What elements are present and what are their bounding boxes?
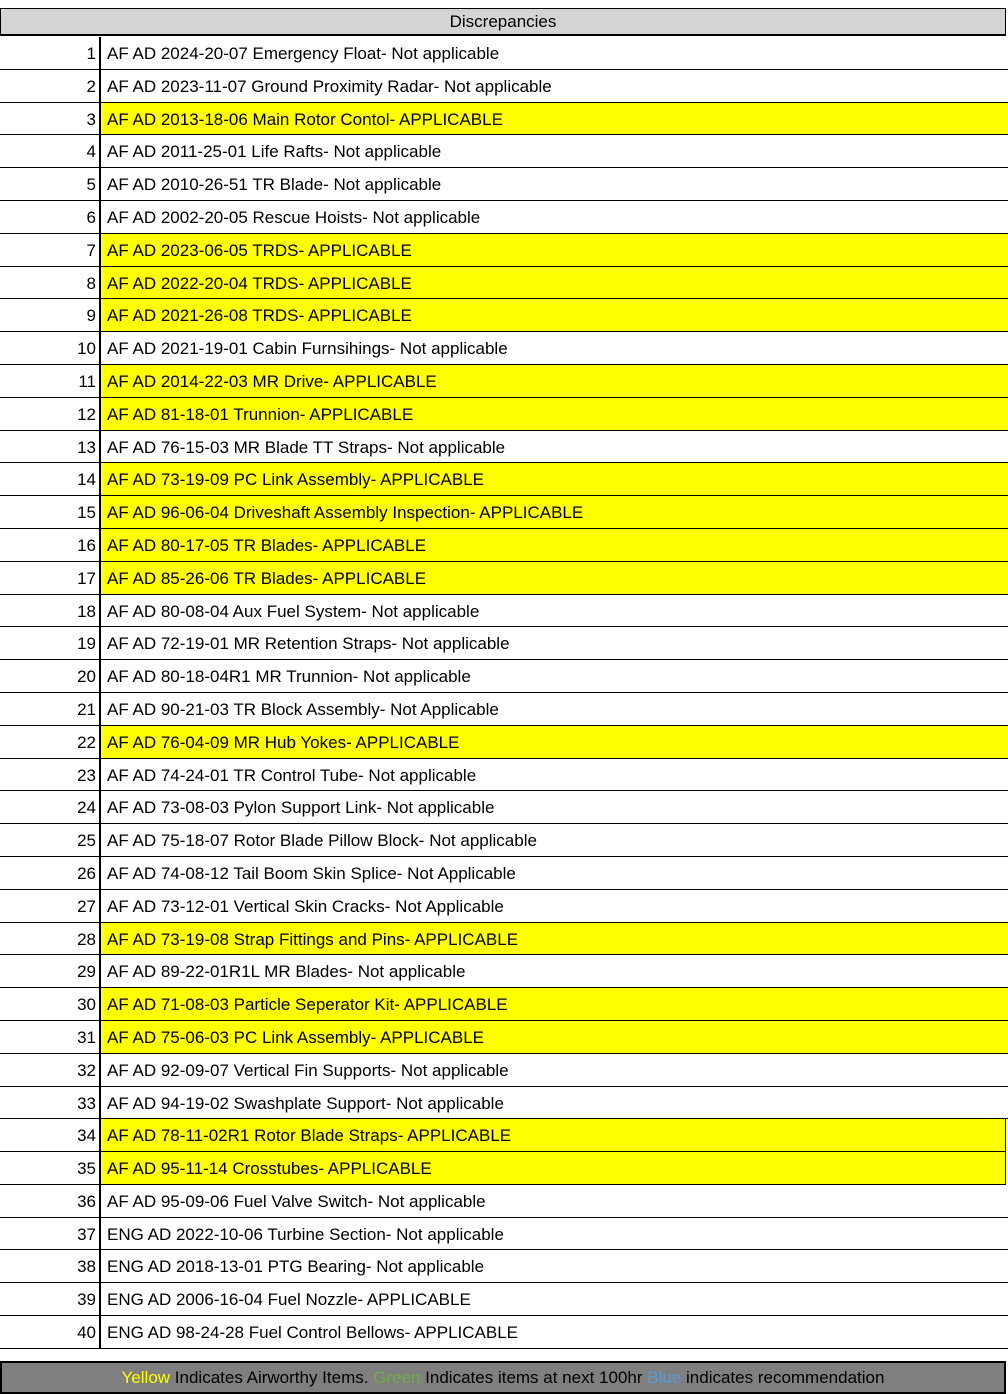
row-description: ENG AD 2006-16-04 Fuel Nozzle- APPLICABLE [101, 1283, 1008, 1316]
table-row [0, 463, 1008, 496]
table-row [0, 1250, 1008, 1283]
row-description: AF AD 2021-19-01 Cabin Furnsihings- Not applicable [101, 332, 1008, 365]
table-row [0, 1316, 1008, 1349]
row-description: AF AD 89-22-01R1L MR Blades- Not applicable [101, 955, 1008, 988]
row-description: AF AD 2021-26-08 TRDS- APPLICABLE [101, 299, 1008, 332]
table-row [0, 37, 1008, 70]
row-description: ENG AD 2018-13-01 PTG Bearing- Not applicable [101, 1250, 1008, 1283]
legend-yellow-word: Yellow [121, 1368, 171, 1387]
row-number: 32 [0, 1054, 101, 1087]
row-description: AF AD 96-06-04 Driveshaft Assembly Inspection- APPLICABLE [101, 496, 1008, 529]
row-number: 29 [0, 955, 101, 988]
row-description: AF AD 92-09-07 Vertical Fin Supports- Not applicable [101, 1054, 1008, 1087]
row-description: AF AD 74-24-01 TR Control Tube- Not applicable [101, 759, 1008, 792]
legend-blue-text: indicates recommendation [681, 1368, 885, 1387]
header-title: Discrepancies [0, 8, 1006, 36]
table-row [0, 398, 1008, 431]
table-row [0, 693, 1008, 726]
table-row [0, 103, 1008, 136]
row-number: 34 [0, 1119, 101, 1152]
table-row [0, 1283, 1008, 1316]
row-number: 24 [0, 791, 101, 824]
table-row [0, 1218, 1008, 1251]
table-row [0, 168, 1008, 201]
row-description: AF AD 75-18-07 Rotor Blade Pillow Block- Not applicable [101, 824, 1008, 857]
legend-yellow-text: Indicates Airworthy Items. [170, 1368, 374, 1387]
discrepancy-list [0, 37, 1008, 1349]
row-description: AF AD 80-18-04R1 MR Trunnion- Not applicable [101, 660, 1008, 693]
table-row [0, 1152, 1008, 1185]
row-number: 25 [0, 824, 101, 857]
row-number: 23 [0, 759, 101, 792]
row-description: AF AD 2023-06-05 TRDS- APPLICABLE [101, 234, 1008, 267]
row-description: AF AD 73-19-09 PC Link Assembly- APPLICABLE [101, 463, 1008, 496]
row-description: AF AD 85-26-06 TR Blades- APPLICABLE [101, 562, 1008, 595]
row-number: 35 [0, 1152, 101, 1185]
row-description: AF AD 80-17-05 TR Blades- APPLICABLE [101, 529, 1008, 562]
table-row [0, 1185, 1008, 1218]
table-row [0, 562, 1008, 595]
row-description: AF AD 2010-26-51 TR Blade- Not applicable [101, 168, 1008, 201]
row-description: AF AD 81-18-01 Trunnion- APPLICABLE [101, 398, 1008, 431]
row-number: 10 [0, 332, 101, 365]
table-row [0, 726, 1008, 759]
row-number: 16 [0, 529, 101, 562]
table-row [0, 824, 1008, 857]
row-number: 6 [0, 201, 101, 234]
table-row [0, 431, 1008, 464]
row-number: 36 [0, 1185, 101, 1218]
row-number: 33 [0, 1087, 101, 1120]
row-number: 28 [0, 923, 101, 956]
row-number: 20 [0, 660, 101, 693]
row-description: AF AD 71-08-03 Particle Seperator Kit- APPLICABLE [101, 988, 1008, 1021]
row-number: 38 [0, 1250, 101, 1283]
row-description: AF AD 73-19-08 Strap Fittings and Pins- APPLICABLE [101, 923, 1008, 956]
row-number: 14 [0, 463, 101, 496]
table-row [0, 627, 1008, 660]
row-number: 2 [0, 70, 101, 103]
table-row [0, 1119, 1008, 1152]
legend-green-word: Green [373, 1368, 421, 1387]
row-description: AF AD 76-04-09 MR Hub Yokes- APPLICABLE [101, 726, 1008, 759]
row-description: ENG AD 2022-10-06 Turbine Section- Not applicable [101, 1218, 1008, 1251]
table-row [0, 660, 1008, 693]
table-row [0, 791, 1008, 824]
row-description: AF AD 95-09-06 Fuel Valve Switch- Not applicable [101, 1185, 1008, 1218]
row-number: 17 [0, 562, 101, 595]
row-number: 37 [0, 1218, 101, 1251]
table-row [0, 988, 1008, 1021]
row-number: 11 [0, 365, 101, 398]
row-description: AF AD 95-11-14 Crosstubes- APPLICABLE [101, 1152, 1006, 1185]
row-number: 9 [0, 299, 101, 332]
row-description: AF AD 2024-20-07 Emergency Float- Not applicable [101, 37, 1008, 70]
row-number: 15 [0, 496, 101, 529]
row-description: AF AD 2011-25-01 Life Rafts- Not applicable [101, 135, 1008, 168]
row-description: AF AD 90-21-03 TR Block Assembly- Not Applicable [101, 693, 1008, 726]
row-number: 26 [0, 857, 101, 890]
row-description: AF AD 74-08-12 Tail Boom Skin Splice- Not Applicable [101, 857, 1008, 890]
row-number: 3 [0, 103, 101, 136]
table-row [0, 923, 1008, 956]
row-number: 1 [0, 37, 101, 70]
row-description: AF AD 78-11-02R1 Rotor Blade Straps- APPLICABLE [101, 1119, 1006, 1152]
legend-footer [0, 1361, 1006, 1394]
table-row [0, 1021, 1008, 1054]
row-number: 7 [0, 234, 101, 267]
row-number: 21 [0, 693, 101, 726]
row-description: AF AD 73-08-03 Pylon Support Link- Not applicable [101, 791, 1008, 824]
legend-green-text: Indicates items at next 100hr [420, 1368, 648, 1387]
row-number: 18 [0, 595, 101, 628]
table-row [0, 496, 1008, 529]
row-description: AF AD 2023-11-07 Ground Proximity Radar- Not applicable [101, 70, 1008, 103]
row-number: 5 [0, 168, 101, 201]
legend-blue-word: Blue [647, 1368, 682, 1387]
row-description: ENG AD 98-24-28 Fuel Control Bellows- APPLICABLE [101, 1316, 1008, 1349]
table-row [0, 234, 1008, 267]
row-description: AF AD 75-06-03 PC Link Assembly- APPLICABLE [101, 1021, 1008, 1054]
row-number: 31 [0, 1021, 101, 1054]
table-row [0, 135, 1008, 168]
table-row [0, 890, 1008, 923]
table-row [0, 857, 1008, 890]
table-row [0, 332, 1008, 365]
row-number: 40 [0, 1316, 101, 1349]
row-number: 12 [0, 398, 101, 431]
table-row [0, 1087, 1008, 1120]
row-description: AF AD 94-19-02 Swashplate Support- Not applicable [101, 1087, 1008, 1120]
row-description: AF AD 2022-20-04 TRDS- APPLICABLE [101, 267, 1008, 300]
row-description: AF AD 2002-20-05 Rescue Hoists- Not applicable [101, 201, 1008, 234]
table-row [0, 595, 1008, 628]
row-number: 30 [0, 988, 101, 1021]
table-row [0, 267, 1008, 300]
row-number: 39 [0, 1283, 101, 1316]
row-description: AF AD 72-19-01 MR Retention Straps- Not applicable [101, 627, 1008, 660]
table-row [0, 1054, 1008, 1087]
row-number: 27 [0, 890, 101, 923]
row-description: AF AD 2013-18-06 Main Rotor Contol- APPLICABLE [101, 103, 1008, 136]
table-row [0, 955, 1008, 988]
row-description: AF AD 80-08-04 Aux Fuel System- Not applicable [101, 595, 1008, 628]
row-number: 19 [0, 627, 101, 660]
table-row [0, 529, 1008, 562]
row-description: AF AD 76-15-03 MR Blade TT Straps- Not applicable [101, 431, 1008, 464]
table-row [0, 299, 1008, 332]
table-row [0, 70, 1008, 103]
row-number: 8 [0, 267, 101, 300]
row-number: 22 [0, 726, 101, 759]
row-description: AF AD 2014-22-03 MR Drive- APPLICABLE [101, 365, 1008, 398]
row-number: 4 [0, 135, 101, 168]
table-row [0, 201, 1008, 234]
table-row [0, 759, 1008, 792]
row-number: 13 [0, 431, 101, 464]
table-row [0, 365, 1008, 398]
row-description: AF AD 73-12-01 Vertical Skin Cracks- Not Applicable [101, 890, 1008, 923]
